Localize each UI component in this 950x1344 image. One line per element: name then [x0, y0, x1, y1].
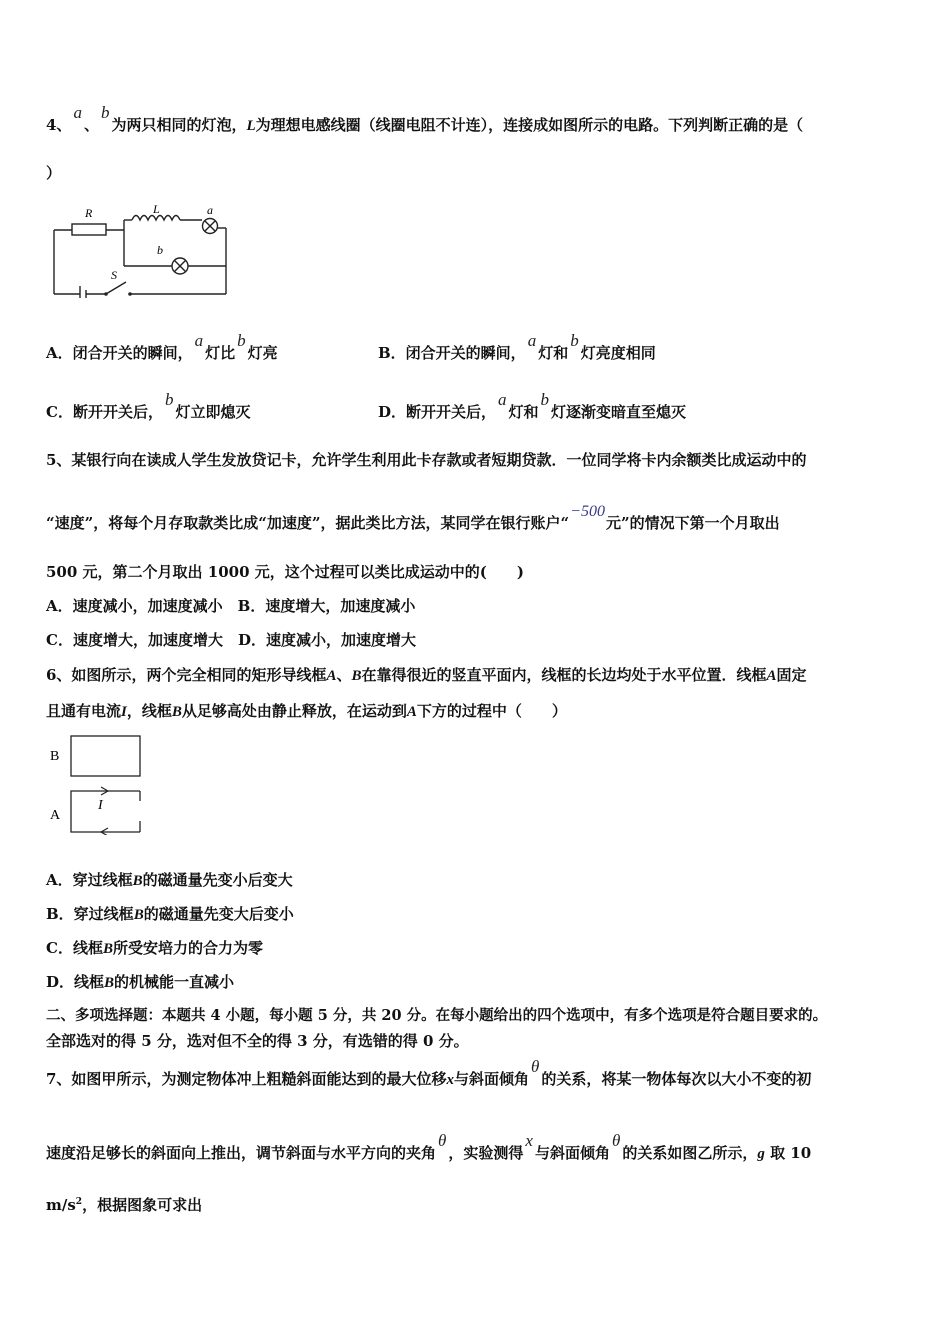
inductor-L — [132, 216, 180, 221]
q5-value: −500 — [570, 503, 605, 520]
q6-option-c: C．线框B所受安培力的合力为零 — [46, 939, 263, 957]
q4-option-d: D．断开开关后，a灯和b灯逐渐变暗直至熄灭 — [378, 390, 687, 421]
q5-line2: “速度”，将每个月存取款类比成“加速度”，据此类比方法，某同学在银行账户“−500元”的情况下第一个月取出 — [46, 503, 780, 532]
label-b: b — [157, 243, 163, 257]
q4-option-b: B．闭合开关的瞬间，a灯和b灯亮度相同 — [378, 331, 656, 362]
q4-option-a: A．闭合开关的瞬间，a灯比b灯亮 — [46, 331, 278, 362]
q4-circuit-diagram — [48, 202, 233, 298]
q7-line3: $m/s^2$，根据图象可求出 — [46, 1196, 203, 1214]
var-a: a — [73, 103, 82, 122]
frame-A — [71, 791, 140, 832]
label-a: a — [207, 203, 213, 217]
q6-option-d: D．线框B的机械能一直减小 — [46, 973, 235, 991]
q6-line2: 且通有电流I，线框B从足够高处由静止释放，在运动到A下方的过程中（ ） — [46, 702, 567, 720]
q4-option-c: C．断开开关后，b灯立即熄灭 — [46, 390, 251, 421]
q5-options-ab: A．速度减小，加速度减小 B．速度增大，加速度减小 — [46, 597, 416, 615]
label-R: R — [85, 206, 93, 220]
label-I: I — [98, 798, 103, 813]
label-B: B — [50, 749, 60, 764]
q6-option-b: B．穿过线框B的磁通量先变大后变小 — [46, 905, 294, 923]
q6-option-a: A．穿过线框B的磁通量先变小后变大 — [46, 871, 293, 889]
q4-stem-close: ） — [46, 164, 62, 182]
q7-line2: 速度沿足够长的斜面向上推出，调节斜面与水平方向的夹角θ，实验测得x与斜面倾角θ的关系如图乙所示，g 取 10 — [46, 1131, 812, 1162]
resistor-R — [72, 224, 106, 235]
q4-stem-line1: 4、a、b为两只相同的灯泡，L为理想电感线圈（线圈电阻不计连），连接成如图所示的电路。下列判断正确的是（ — [46, 103, 804, 134]
q6-line1: 6、如图所示，两个完全相同的矩形导线框A、B在靠得很近的竖直平面内，线框的长边均处于水平位置．线框A固定 — [46, 666, 807, 684]
q6-frames-diagram — [46, 733, 146, 835]
q5-options-cd: C．速度增大，加速度增大 D．速度减小，加速度增大 — [46, 631, 416, 649]
q5-line1: 5、某银行向在读成人学生发放贷记卡，允许学生利用此卡存款或者短期贷款．一位同学将卡内余额类比成运动中的 — [46, 451, 807, 469]
label-S: S — [111, 268, 117, 282]
section2-line1: 二、多项选择题：本题共 4 小题，每小题 5 分，共 20 分。在每小题给出的四个选项中，有多个选项是符合题目要求的。 — [46, 1007, 828, 1024]
label-A: A — [50, 808, 61, 823]
q5-line3: 500 元，第二个月取出 1000 元，这个过程可以类比成运动中的( ) — [46, 563, 524, 581]
switch-S — [106, 282, 126, 294]
q7-line1: 7、如图甲所示，为测定物体冲上粗糙斜面能达到的最大位移x与斜面倾角θ的关系，将某一物体每次以大小不变的初 — [46, 1057, 812, 1088]
frame-B — [71, 736, 140, 776]
section2-line2: 全部选对的得 5 分，选对但不全的得 3 分，有选错的得 0 分。 — [46, 1032, 469, 1050]
var-b: b — [100, 103, 110, 122]
label-L: L — [153, 202, 160, 216]
